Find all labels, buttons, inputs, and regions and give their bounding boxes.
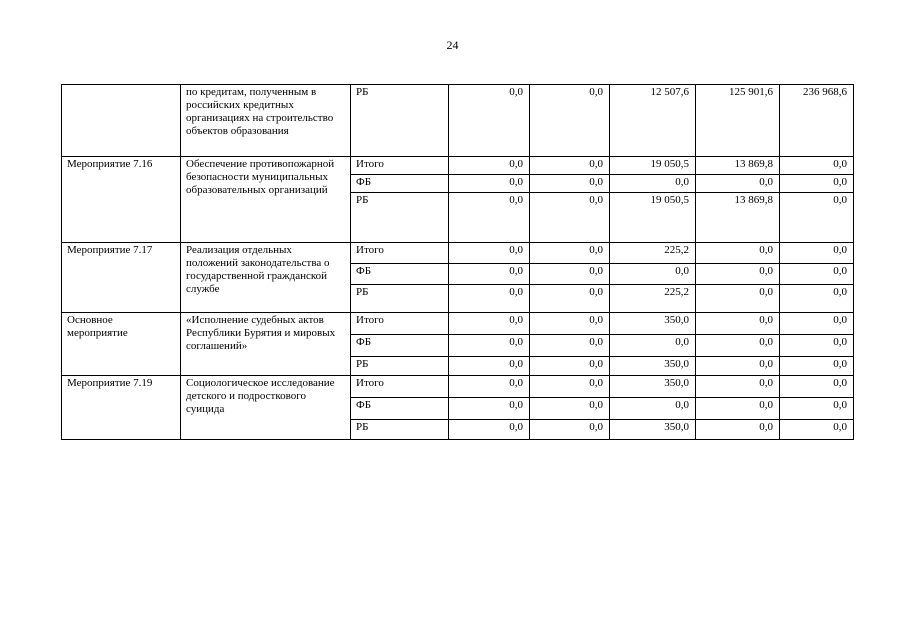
value-cell: 0,0: [696, 285, 780, 313]
funding-source-cell: ФБ: [351, 175, 449, 193]
funding-source-cell: Итого: [351, 376, 449, 398]
value-cell: 0,0: [449, 357, 530, 376]
value-cell: 0,0: [610, 398, 696, 420]
value-cell: 0,0: [530, 175, 610, 193]
value-cell: 0,0: [530, 420, 610, 440]
value-cell: 0,0: [449, 420, 530, 440]
funding-source-cell: ФБ: [351, 264, 449, 285]
value-cell: 0,0: [780, 285, 854, 313]
value-cell: 0,0: [530, 335, 610, 357]
table-row: [62, 157, 854, 175]
value-cell: 0,0: [780, 193, 854, 243]
value-cell: 0,0: [696, 357, 780, 376]
value-cell: 19 050,5: [610, 157, 696, 175]
measure-cell: Мероприятие 7.17: [62, 243, 181, 313]
value-cell: 0,0: [780, 175, 854, 193]
value-cell: 0,0: [530, 264, 610, 285]
value-cell: 0,0: [696, 398, 780, 420]
value-cell: 0,0: [780, 357, 854, 376]
funding-source-cell: РБ: [351, 193, 449, 243]
description-cell: по кредитам, полученным в российских кредитных организациях на строительство объектов образования: [181, 85, 351, 157]
value-cell: 0,0: [449, 193, 530, 243]
value-cell: 0,0: [449, 335, 530, 357]
value-cell: 0,0: [696, 264, 780, 285]
budget-table: [61, 84, 854, 440]
value-cell: 0,0: [530, 398, 610, 420]
table-row: [62, 85, 854, 157]
page-number: 24: [446, 38, 459, 52]
budget-table-body: [62, 85, 854, 440]
value-cell: 350,0: [610, 313, 696, 335]
value-cell: 350,0: [610, 357, 696, 376]
value-cell: 0,0: [610, 175, 696, 193]
funding-source-cell: Итого: [351, 313, 449, 335]
value-cell: 0,0: [530, 357, 610, 376]
value-cell: 0,0: [449, 175, 530, 193]
value-cell: 350,0: [610, 420, 696, 440]
table-row: [62, 243, 854, 264]
value-cell: 0,0: [696, 313, 780, 335]
value-cell: 19 050,5: [610, 193, 696, 243]
funding-source-cell: РБ: [351, 420, 449, 440]
value-cell: 0,0: [780, 420, 854, 440]
value-cell: 0,0: [610, 264, 696, 285]
measure-cell: Мероприятие 7.16: [62, 157, 181, 243]
value-cell: 0,0: [530, 243, 610, 264]
funding-source-cell: РБ: [351, 85, 449, 157]
value-cell: 0,0: [449, 313, 530, 335]
value-cell: 0,0: [530, 85, 610, 157]
value-cell: 0,0: [530, 313, 610, 335]
value-cell: 0,0: [449, 376, 530, 398]
table-row: [62, 376, 854, 398]
value-cell: 225,2: [610, 285, 696, 313]
value-cell: 0,0: [530, 285, 610, 313]
value-cell: 125 901,6: [696, 85, 780, 157]
value-cell: 0,0: [530, 376, 610, 398]
value-cell: 13 869,8: [696, 157, 780, 175]
value-cell: 0,0: [696, 175, 780, 193]
value-cell: 0,0: [780, 313, 854, 335]
value-cell: 0,0: [780, 243, 854, 264]
value-cell: 0,0: [696, 420, 780, 440]
value-cell: 0,0: [780, 157, 854, 175]
value-cell: 0,0: [780, 335, 854, 357]
value-cell: 236 968,6: [780, 85, 854, 157]
value-cell: 0,0: [449, 157, 530, 175]
description-cell: Обеспечение противопожарной безопасности муниципальных образовательных организаций: [181, 157, 351, 243]
value-cell: 0,0: [449, 85, 530, 157]
value-cell: 0,0: [530, 193, 610, 243]
value-cell: 0,0: [449, 285, 530, 313]
value-cell: 0,0: [610, 335, 696, 357]
value-cell: 0,0: [696, 376, 780, 398]
funding-source-cell: ФБ: [351, 398, 449, 420]
measure-cell: [62, 85, 181, 157]
funding-source-cell: РБ: [351, 357, 449, 376]
value-cell: 0,0: [449, 264, 530, 285]
funding-source-cell: Итого: [351, 243, 449, 264]
value-cell: 0,0: [449, 398, 530, 420]
value-cell: 0,0: [780, 398, 854, 420]
description-cell: Реализация отдельных положений законодательства о государственной гражданской службе: [181, 243, 351, 313]
value-cell: 0,0: [780, 264, 854, 285]
value-cell: 0,0: [780, 376, 854, 398]
measure-cell: Основное мероприятие: [62, 313, 181, 376]
measure-cell: Мероприятие 7.19: [62, 376, 181, 440]
value-cell: 350,0: [610, 376, 696, 398]
value-cell: 225,2: [610, 243, 696, 264]
value-cell: 13 869,8: [696, 193, 780, 243]
description-cell: Социологическое исследование детского и подросткового суицида: [181, 376, 351, 440]
table-row: [62, 313, 854, 335]
value-cell: 0,0: [696, 335, 780, 357]
description-cell: «Исполнение судебных актов Республики Бурятия и мировых соглашений»: [181, 313, 351, 376]
funding-source-cell: РБ: [351, 285, 449, 313]
funding-source-cell: Итого: [351, 157, 449, 175]
value-cell: 0,0: [696, 243, 780, 264]
value-cell: 0,0: [530, 157, 610, 175]
value-cell: 0,0: [449, 243, 530, 264]
value-cell: 12 507,6: [610, 85, 696, 157]
funding-source-cell: ФБ: [351, 335, 449, 357]
